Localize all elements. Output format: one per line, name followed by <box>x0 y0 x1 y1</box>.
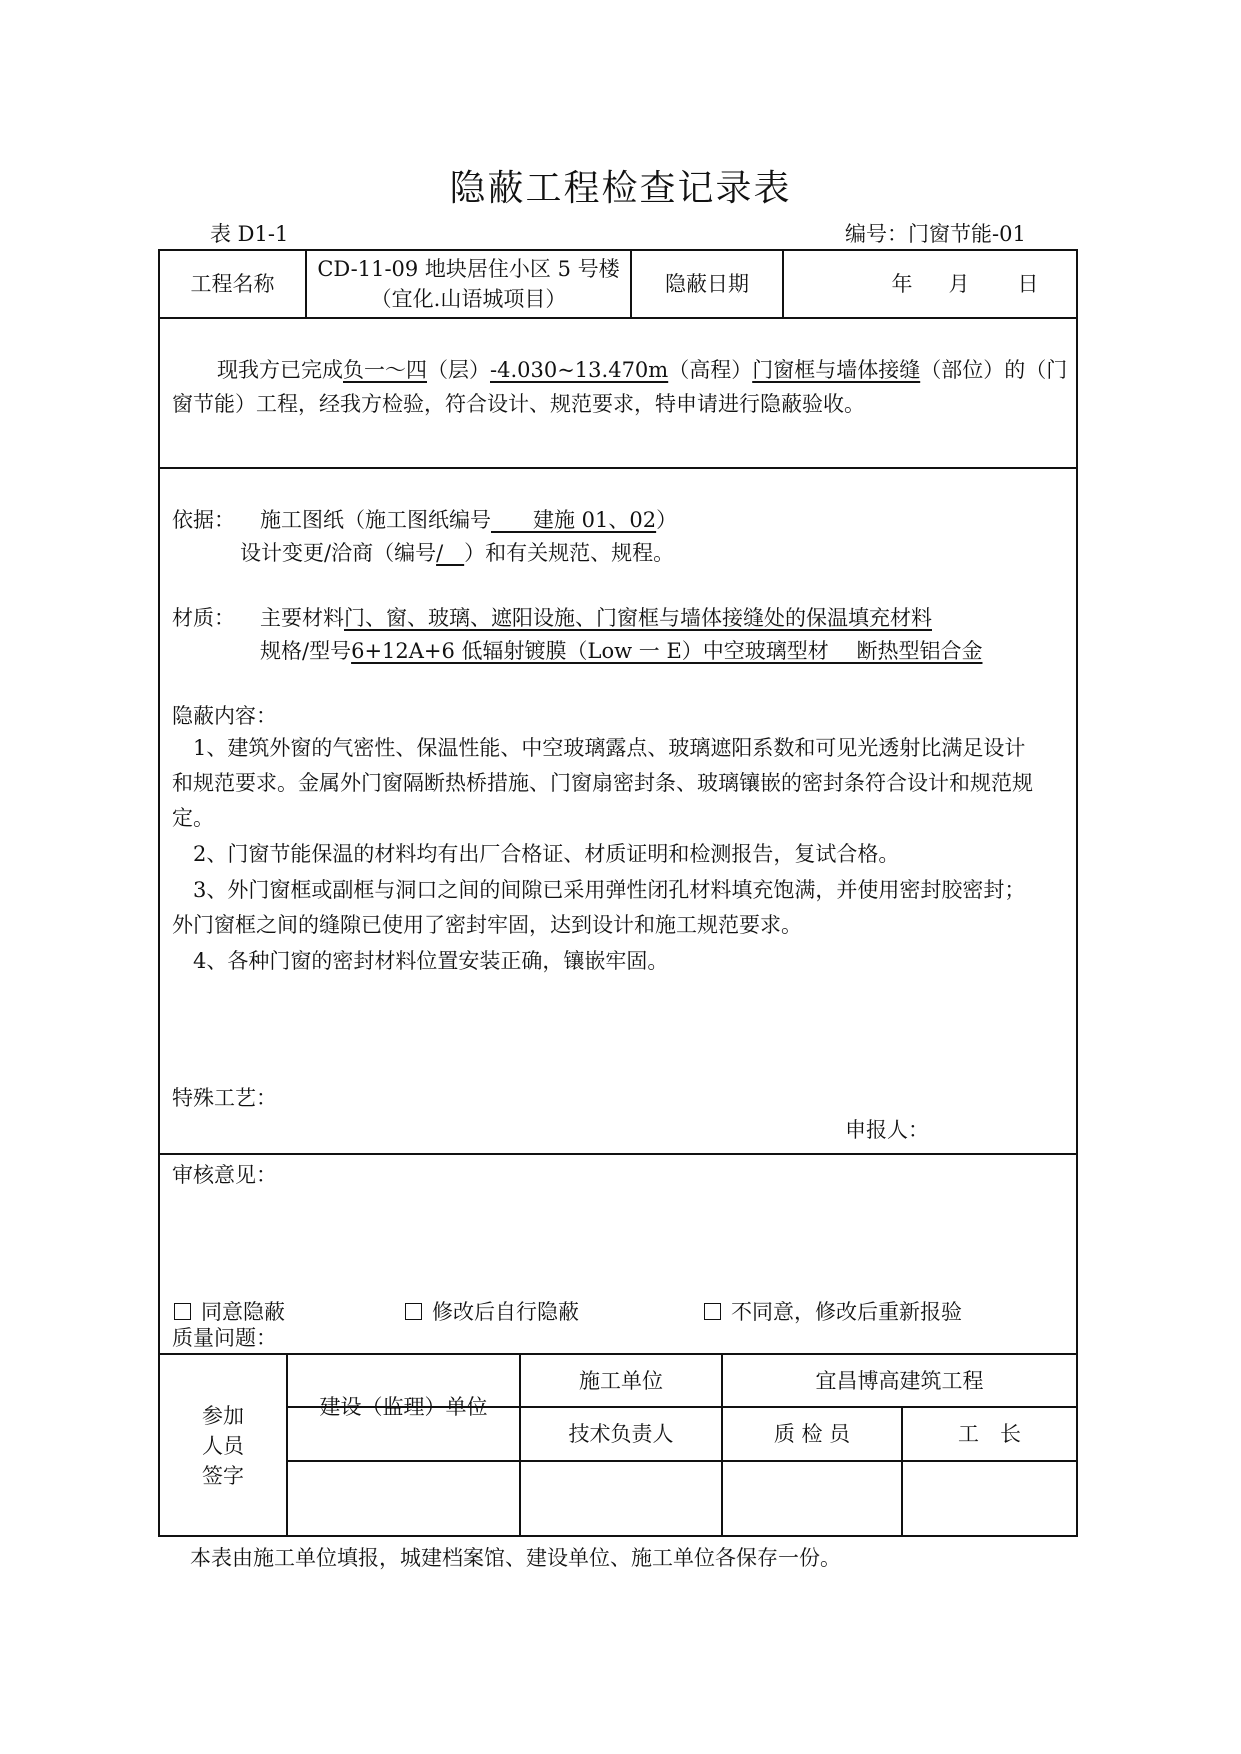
option-label: 同意隐蔽 <box>201 1300 285 1324</box>
content-line: 和规范要求。金属外门窗隔断热桥措施、门窗扇密封条、玻璃镶嵌的密封条符合设计和规范规 <box>172 771 1033 795</box>
concealment-date-label: 隐蔽日期 <box>665 272 749 296</box>
content-line: 1、建筑外窗的气密性、保温性能、中空玻璃露点、玻璃遮阳系数和可见光透射比满足设计 <box>172 736 1026 760</box>
tech-lead-label: 技术负责人 <box>568 1422 674 1446</box>
project-name-label: 工程名称 <box>190 272 275 296</box>
participants-text: 参加 <box>202 1404 244 1428</box>
content-line: 2、门窗节能保温的材料均有出厂合格证、材质证明和检测报告，复试合格。 <box>172 842 900 866</box>
checkbox-icon[interactable] <box>405 1303 422 1320</box>
materials-text: 主要材料 <box>260 606 344 630</box>
declaration-elevation: -4.030~13.470m <box>490 358 669 382</box>
declaration-line2: 窗节能）工程，经我方检验，符合设计、规范要求，特申请进行隐蔽验收。 <box>172 392 865 416</box>
content-line: 外门窗框之间的缝隙已使用了密封牢固，达到设计和施工规范要求。 <box>172 913 802 937</box>
materials-spec <box>260 634 982 668</box>
declaration-floors: 负一～四 <box>343 358 427 382</box>
row-divider <box>160 467 1076 469</box>
checkbox-icon[interactable] <box>704 1303 721 1320</box>
content-line: 定。 <box>172 806 214 830</box>
footer-note: 本表由施工单位填报，城建档案馆、建设单位、施工单位各保存一份。 <box>190 1546 841 1570</box>
foreman-label: 工 长 <box>958 1422 1021 1446</box>
option-reject[interactable] <box>704 1295 962 1329</box>
quality-issue-label: 质量问题： <box>172 1326 277 1350</box>
project-name-value <box>307 251 630 317</box>
basis-text: ）和有关规范、规程。 <box>464 541 675 565</box>
declaration-text: （部位）的（门 <box>920 358 1068 382</box>
basis-text: 设计变更/洽商（编号 <box>240 541 437 565</box>
materials-label: 材质： <box>172 606 235 630</box>
contractor-name: 宜昌博高建筑工程 <box>815 1368 984 1393</box>
materials-main-value: 门、窗、玻璃、遮阳设施、门窗框与墙体接缝处的保温填充材料 <box>344 606 932 630</box>
date-year: 年 <box>891 272 913 296</box>
materials-text: 规格/型号 <box>260 639 352 663</box>
content-line: 3、外门窗框或副框与洞口之间的间隙已采用弹性闭孔材料填充饱满，并使用密封胶密封； <box>172 878 1026 902</box>
page-title: 隐蔽工程检查记录表 <box>449 168 792 209</box>
contractor-label: 施工单位 <box>579 1368 663 1393</box>
basis-text: ） <box>656 508 678 532</box>
row-divider <box>160 1153 1076 1155</box>
content-line: 4、各种门窗的密封材料位置安装正确，镶嵌牢固。 <box>172 949 669 973</box>
declaration-text: （高程） <box>668 358 753 382</box>
drawings-number: 建施 01、02 <box>491 508 657 532</box>
owner-signature-field[interactable] <box>288 1462 519 1537</box>
checkbox-icon[interactable] <box>174 1303 191 1320</box>
declaration-location: 门窗框与墙体接缝 <box>752 358 921 382</box>
change-number: / <box>436 541 465 565</box>
basis-change <box>240 536 674 570</box>
special-process-label: 特殊工艺： <box>172 1086 277 1110</box>
declaration-text: 现我方已完成 <box>217 358 343 382</box>
date-month: 月 <box>948 272 970 296</box>
option-label: 不同意，修改后重新报验 <box>731 1300 962 1324</box>
materials-main <box>260 601 932 635</box>
basis-drawings <box>260 503 677 537</box>
inspector-label: 质 检 员 <box>773 1422 851 1446</box>
content-label: 隐蔽内容： <box>172 704 277 728</box>
project-name-line2: （宜化.山语城项目） <box>370 287 567 311</box>
inspector-signature-field[interactable] <box>723 1462 901 1537</box>
participants-text: 签字 <box>202 1464 244 1488</box>
participants-text: 人员 <box>202 1434 244 1458</box>
applicant-label: 申报人： <box>845 1118 929 1142</box>
option-self-fix[interactable] <box>405 1295 579 1329</box>
row-divider <box>160 317 1076 319</box>
form-code: 表 D1-1 <box>210 222 289 246</box>
form-table <box>158 249 1078 1537</box>
concealment-date-value <box>784 251 1076 317</box>
date-day: 日 <box>1017 272 1039 296</box>
declaration-line1 <box>217 353 1067 387</box>
project-name-line1: CD-11-09 地块居住小区 5 号楼 <box>317 257 620 281</box>
tech-lead-signature-field[interactable] <box>521 1462 721 1537</box>
owner-supervisor-label: 建设（监理）单位 <box>319 1395 488 1419</box>
declaration-text: （层） <box>427 358 490 382</box>
basis-text: 施工图纸（施工图纸编号 <box>260 508 491 532</box>
foreman-signature-field[interactable] <box>903 1462 1076 1537</box>
participants-label <box>160 1355 286 1537</box>
option-label: 修改后自行隐蔽 <box>432 1300 579 1324</box>
materials-spec-value: 6+12A+6 低辐射镀膜（Low 一 E）中空玻璃型材 断热型铝合金 <box>351 639 983 663</box>
review-label: 审核意见： <box>172 1163 277 1187</box>
serial-number: 编号：门窗节能-01 <box>845 222 1026 246</box>
basis-label: 依据： <box>172 508 235 532</box>
